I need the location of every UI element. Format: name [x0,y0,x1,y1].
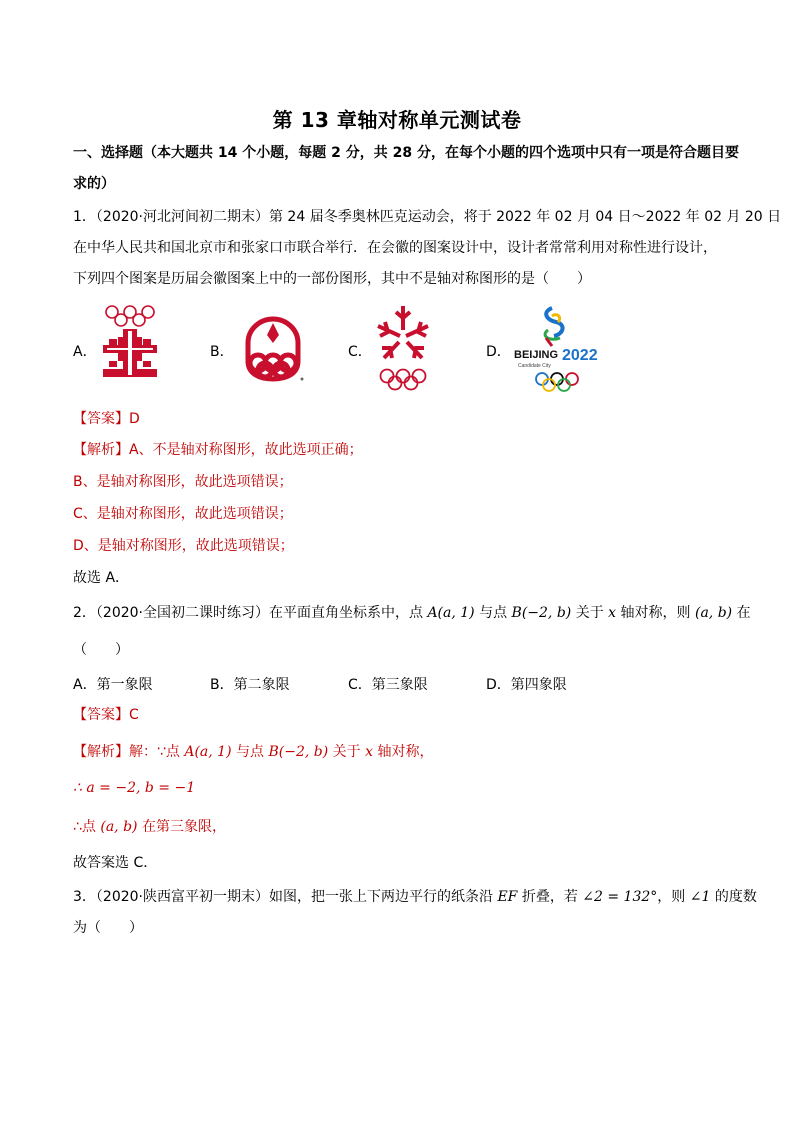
answer-value: C [129,707,139,723]
q1-line2: 在中华人民共和国北京市和张家口市联合举行．在会徽的图案设计中，设计者常常利用对称性进行设计， [73,240,717,256]
sol-text-b: 在第三象限， [137,819,226,835]
calgary-logo-icon [236,313,310,385]
q2-text-c: 在 [732,605,751,621]
beijing-2022-logo-icon [512,302,602,392]
analysis-text: A、不是轴对称图形，故此选项正确； [129,442,363,458]
q2-text-mid2: 关于 [571,605,609,621]
q2-conclusion: 故答案选 C． [73,855,158,871]
q2-analysis-line2 [73,778,195,798]
sol-text-c: 关于 [328,744,366,760]
q2-analysis-line1 [73,742,433,762]
q3-angle1: ∠1 [689,889,711,905]
q1-option-d-label: D． [486,344,511,360]
q1-answer [73,409,140,429]
q2-option-d: D．第四象限 [486,677,567,693]
analysis-tag: 【解析】 [73,744,129,760]
sol-text-a: ∴点 [73,819,101,835]
q3-text-c: ，则 [657,889,690,905]
sol-text-d: 轴对称， [373,744,434,760]
sol-x-axis: x [365,744,373,760]
analysis-tag: 【解析】 [73,442,129,458]
sol-point-ab: (a, b) [100,819,138,835]
q3-angle2: ∠2 = 132° [582,889,658,905]
q2-line2: （ ） [73,642,129,658]
q2-point-a: A(a, 1) [427,605,475,621]
q2-option-b: B．第二象限 [210,677,290,693]
page-title: 第 13 章轴对称单元测试卷 [272,108,522,132]
sol-equation: ∴ a = −2, b = −1 [73,780,196,796]
sol-point-a: A(a, 1) [184,744,232,760]
q3-line1 [73,887,757,907]
q2-text-b: 轴对称，则 [616,605,695,621]
q2-option-c: C．第三象限 [348,677,428,693]
answer-tag: 【答案】 [73,707,129,723]
q1-analysis-line1 [73,440,363,460]
q1-option-c-label: C． [348,344,372,360]
sol-text-a: 解：∵点 [129,744,185,760]
q2-option-a: A．第一象限 [73,677,153,693]
q2-point-b: B(−2, b) [511,605,572,621]
q1-conclusion: 故选 A． [73,570,130,586]
q2-analysis-line3 [73,817,226,837]
q3-line2: 为（ ） [73,920,143,936]
q1-line3: 下列四个图案是历届会徽图案上中的一部份图形，其中不是轴对称图形的是（ ） [73,271,591,287]
q2-text-mid1: 与点 [474,605,512,621]
q3-text-a: 3．（2020·陕西富平初一期末）如图，把一张上下两边平行的纸条沿 [73,889,498,905]
q1-option-b-label: B． [210,344,234,360]
answer-value: D [129,411,140,427]
sarajevo-logo-icon [99,303,161,388]
snowflake-logo-icon [370,300,436,392]
section-heading-line1: 一、选择题（本大题共 14 个小题，每题 2 分，共 28 分，在每个小题的四个选项中只有一项是符合题目要 [73,145,739,161]
q3-text-d: 的度数 [710,889,757,905]
q1-option-a-label: A． [73,344,97,360]
section-heading-line2: 求的） [73,176,115,192]
q2-line1 [73,603,751,623]
q3-text-b: 折叠，若 [517,889,583,905]
q1-line1: 1．（2020·河北河间初二期末）第 24 届冬季奥林匹克运动会，将于 2022 年 02 月 04 日～2022 年 02 月 20 日 [73,209,782,225]
beijing-text: BEIJING [514,349,559,361]
q3-ef: EF [497,889,518,905]
q2-x-axis: x [608,605,617,621]
sol-text-b: 与点 [231,744,269,760]
year-text: 2022 [562,347,598,364]
q2-answer [73,705,139,725]
sol-point-b: B(−2, b) [268,744,329,760]
answer-tag: 【答案】 [73,411,129,427]
q2-text-a: 2．（2020·全国初二课时练习）在平面直角坐标系中，点 [73,605,428,621]
q2-point-ab: (a, b) [694,605,733,621]
q1-analysis-line2: B、是轴对称图形，故此选项错误； [73,474,293,490]
candidate-text: Candidate City [518,363,551,369]
q1-analysis-line4: D、是轴对称图形，故此选项错误； [73,538,294,554]
q1-analysis-line3: C、是轴对称图形，故此选项错误； [73,506,293,522]
